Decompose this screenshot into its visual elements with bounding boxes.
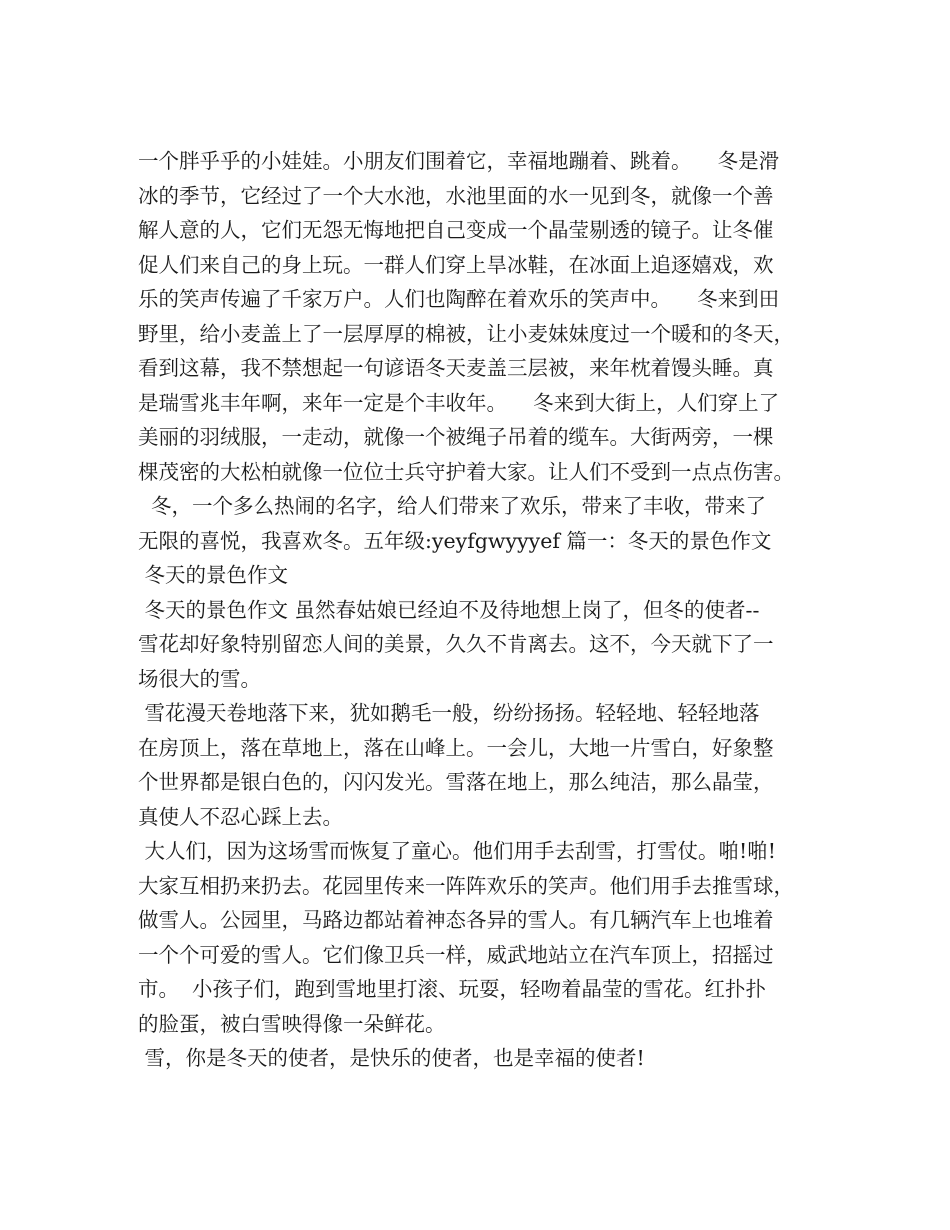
text-line: 做雪人。公园里，马路边都站着神态各异的雪人。有几辆汽车上也堆着 [138, 908, 774, 932]
text-line: 真使人不忍心踩上去。 [138, 804, 343, 829]
text-line: 在房顶上，落在草地上，落在山峰上。一会儿，大地一片雪白，好象整 [138, 735, 774, 760]
text-line: 美丽的羽绒服，一走动，就像一个被绳子吊着的缆车。大街两旁，一棵 [138, 425, 774, 449]
text-line: 乐的笑声传遍了千家万户。人们也陶醉在着欢乐的笑声中。 冬来到田 [138, 287, 780, 311]
text-line: 促人们来自己的身上玩。一群人们穿上旱冰鞋，在冰面上追逐嬉戏，欢 [138, 252, 774, 277]
text-line: 大人们，因为这场雪而恢复了童心。他们用手去刮雪，打雪仗。啪!啪! [138, 839, 776, 863]
text-line: 雪花漫天卷地落下来，犹如鹅毛一般，纷纷扬扬。轻轻地、轻轻地落 [138, 701, 760, 725]
text-line: 雪花却好象特别留恋人间的美景，久久不肯离去。这不，今天就下了一 [138, 632, 774, 656]
text-line: 冬，一个多么热闹的名字，给人们带来了欢乐，带来了丰收，带来了 [138, 494, 767, 518]
text-line: 冬天的景色作文 虽然春姑娘已经迫不及待地想上岗了，但冬的使者-- [138, 597, 760, 622]
text-line: 野里，给小麦盖上了一层厚厚的棉被，让小麦妹妹度过一个暖和的冬天， [138, 321, 794, 346]
text-line: 的脸蛋，被白雪映得像一朵鲜花。 [138, 1011, 446, 1036]
section-heading: 冬天的景色作文 [138, 563, 289, 587]
text-line: 无限的喜悦，我喜欢冬。五年级:yeyfgwyyyef 篇一：冬天的景色作文 [138, 528, 772, 553]
essay-text [138, 144, 828, 1076]
text-line: 冰的季节，它经过了一个大水池，水池里面的水一见到冬，就像一个善 [138, 183, 774, 208]
text-line: 解人意的人，它们无怨无悔地把自己变成一个晶莹剔透的镜子。让冬催 [138, 218, 774, 242]
text-line: 看到这幕，我不禁想起一句谚语冬天麦盖三层被，来年枕着馒头睡。真 [138, 356, 774, 380]
text-line: 一个个可爱的雪人。它们像卫兵一样，威武地站立在汽车顶上，招摇过 [138, 942, 774, 967]
text-line: 一个胖乎乎的小娃娃。小朋友们围着它，幸福地蹦着、跳着。 冬是滑 [138, 149, 780, 173]
text-line: 市。 小孩子们，跑到雪地里打滚、玩耍，轻吻着晶莹的雪花。红扑扑 [138, 977, 767, 1001]
text-line: 个世界都是银白色的，闪闪发光。雪落在地上，那么纯洁，那么晶莹， [138, 770, 774, 794]
text-line: 大家互相扔来扔去。花园里传来一阵阵欢乐的笑声。他们用手去推雪球， [138, 873, 794, 898]
text-line: 棵茂密的大松柏就像一位位士兵守护着大家。让人们不受到一点点伤害。 [138, 459, 794, 484]
text-line: 场很大的雪。 [138, 666, 261, 691]
text-line: 是瑞雪兆丰年啊，来年一定是个丰收年。 冬来到大街上，人们穿上了 [138, 390, 780, 415]
text-line: 雪，你是冬天的使者，是快乐的使者，也是幸福的使者! [138, 1046, 645, 1070]
